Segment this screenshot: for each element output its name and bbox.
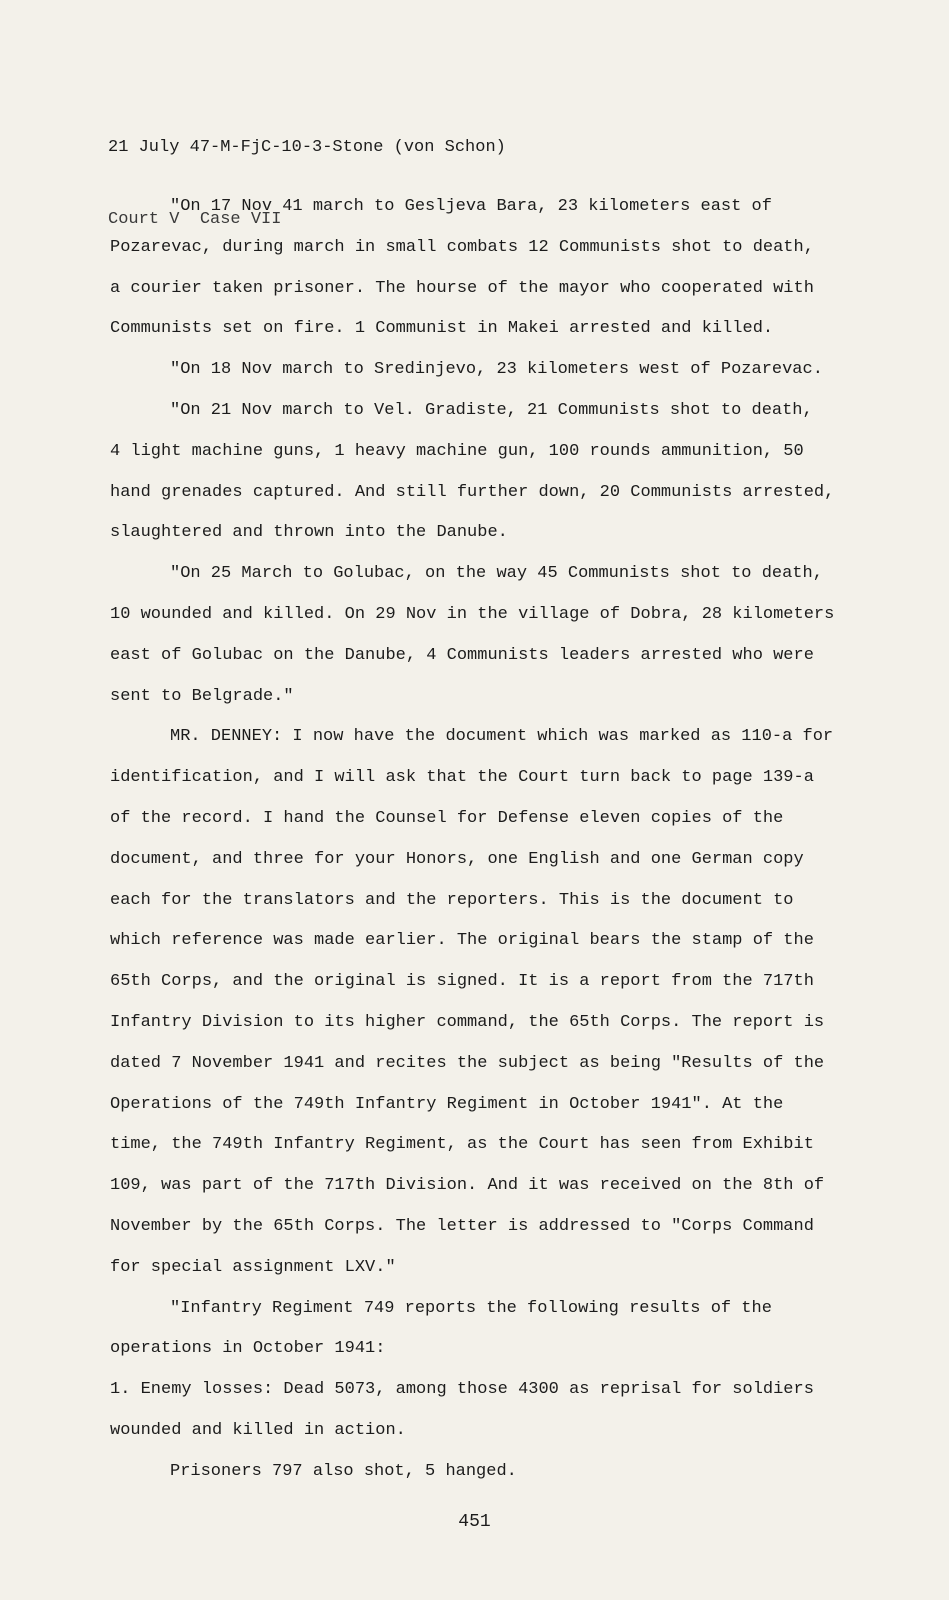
text-line: each for the translators and the reporters. This is the document to xyxy=(110,890,794,910)
text-line: 1. Enemy losses: Dead 5073, among those 4300 as reprisal for soldiers xyxy=(110,1380,814,1400)
text-line: "On 17 Nov 41 march to Gesljeva Bara, 23 kilometers east of xyxy=(170,197,772,216)
header-session-line: 21 July 47-M-FjC-10-3-Stone (von Schon) xyxy=(108,138,506,157)
text-line: for special assignment LXV." xyxy=(110,1257,396,1277)
text-line: "On 25 March to Golubac, on the way 45 Communists shot to death, xyxy=(170,564,823,584)
text-line: identification, and I will ask that the Court turn back to page 139-a xyxy=(110,768,814,788)
text-line: 65th Corps, and the original is signed. It is a report from the 717th xyxy=(110,972,814,992)
transcript-body xyxy=(110,187,850,1493)
text-line: hand grenades captured. And still further down, 20 Communists arrested, xyxy=(110,482,835,502)
text-line: "On 18 Nov march to Sredinjevo, 23 kilometers west of Pozarevac. xyxy=(170,360,823,380)
text-line: a courier taken prisoner. The hourse of the mayor who cooperated with xyxy=(110,278,814,298)
text-line: November by the 65th Corps. The letter is addressed to "Corps Command xyxy=(110,1216,814,1236)
text-line: Communists set on fire. 1 Communist in Makei arrested and killed. xyxy=(110,319,774,339)
header-court-line: Court V Case VII xyxy=(108,210,282,229)
text-line: east of Golubac on the Danube, 4 Communists leaders arrested who were xyxy=(110,645,814,665)
text-line: slaughtered and thrown into the Danube. xyxy=(110,523,508,543)
text-line: document, and three for your Honors, one English and one German copy xyxy=(110,849,804,869)
text-line: 10 wounded and killed. On 29 Nov in the village of Dobra, 28 kilometers xyxy=(110,604,835,624)
text-line: MR. DENNEY: I now have the document which was marked as 110-a for xyxy=(170,727,834,747)
text-line: Pozarevac, during march in small combats 12 Communists shot to death, xyxy=(110,237,814,257)
text-line: "On 21 Nov march to Vel. Gradiste, 21 Communists shot to death, xyxy=(170,400,813,420)
text-line: time, the 749th Infantry Regiment, as the Court has seen from Exhibit xyxy=(110,1135,814,1155)
text-line: 4 light machine guns, 1 heavy machine gun, 100 rounds ammunition, 50 xyxy=(110,441,804,461)
text-line: dated 7 November 1941 and recites the subject as being "Results of the xyxy=(110,1053,825,1073)
text-line: which reference was made earlier. The original bears the stamp of the xyxy=(110,931,814,951)
text-line: of the record. I hand the Counsel for Defense eleven copies of the xyxy=(110,808,784,828)
text-line: sent to Belgrade." xyxy=(110,686,294,706)
text-line: Infantry Division to its higher command, the 65th Corps. The report is xyxy=(110,1012,825,1032)
text-line: wounded and killed in action. xyxy=(110,1420,406,1440)
page-number: 451 xyxy=(458,1512,491,1532)
text-line: Prisoners 797 also shot, 5 hanged. xyxy=(170,1461,517,1481)
text-line: 109, was part of the 717th Division. And it was received on the 8th of xyxy=(110,1176,825,1196)
text-line: operations in October 1941: xyxy=(110,1339,386,1359)
text-line: Operations of the 749th Infantry Regiment in October 1941". At the xyxy=(110,1094,784,1114)
text-line: "Infantry Regiment 749 reports the following results of the xyxy=(170,1298,772,1318)
